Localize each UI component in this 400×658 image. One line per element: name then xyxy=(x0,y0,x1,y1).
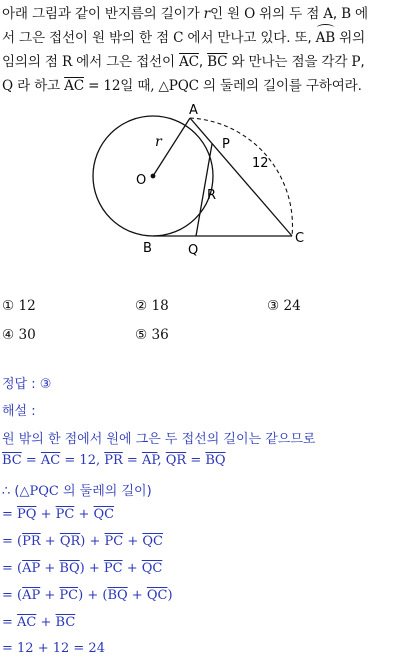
explanation-eq7 xyxy=(2,615,75,630)
segment: $\overline{AP}$ xyxy=(22,588,41,603)
text: = xyxy=(21,453,41,468)
choice-5 xyxy=(135,327,169,343)
segment-AC: $\overline{AC}$ xyxy=(64,78,84,94)
choice-4 xyxy=(2,327,36,343)
segment: $\overline{QC}$ xyxy=(141,561,163,576)
choice-1 xyxy=(2,298,36,314)
segment: $\overline{QC}$ xyxy=(142,534,163,549)
text: + xyxy=(122,561,142,576)
explanation-eq2 xyxy=(2,480,152,499)
label-O: O xyxy=(136,173,147,188)
text: + xyxy=(36,615,56,630)
text: 와 만나는 점을 각각 xyxy=(227,54,352,70)
segment: $\overline{PQ}$ xyxy=(17,507,37,522)
var-r: r xyxy=(203,6,210,22)
label-r: r xyxy=(155,134,162,150)
text: + xyxy=(123,534,143,549)
choice-value: 18 xyxy=(151,298,169,314)
text: + xyxy=(40,534,60,549)
text: = 12일 때, △ xyxy=(83,78,169,94)
explanation-eq4 xyxy=(2,534,163,549)
text: 에서 그은 접선이 xyxy=(72,54,180,70)
explanation-eq5 xyxy=(2,561,162,576)
label-P: P xyxy=(222,137,230,152)
text: + xyxy=(36,507,56,522)
choice-number: ③ xyxy=(267,298,280,314)
text: 아래 그림과 같이 반지름의 길이가 xyxy=(2,6,204,22)
problem-line-1 xyxy=(2,2,398,26)
text: + xyxy=(40,561,60,576)
text: ) + xyxy=(79,561,104,576)
text: 에서 만나고 있다. 또, xyxy=(183,30,316,46)
point-P: P xyxy=(351,54,361,70)
problem-line-2 xyxy=(2,26,398,50)
text: 의 둘레의 길이) xyxy=(58,484,152,499)
segment: $\overline{AC}$ xyxy=(17,615,37,630)
segment: $\overline{AC}$ xyxy=(40,453,61,468)
text: , xyxy=(360,54,365,70)
choice-2 xyxy=(135,298,169,314)
label-B: B xyxy=(143,241,152,256)
point-O: O xyxy=(244,6,256,22)
segment: $\overline{BQ}$ xyxy=(205,453,226,468)
arc-AB: AB xyxy=(316,26,335,50)
text: 위의 xyxy=(335,30,366,46)
triangle-PQC: PQC xyxy=(29,484,59,499)
segment: $\overline{QC}$ xyxy=(146,588,168,603)
text: ) xyxy=(167,588,173,603)
label-length-12: 12 xyxy=(252,156,269,171)
text: + xyxy=(127,588,147,603)
problem-text xyxy=(2,2,398,98)
problem-line-3 xyxy=(2,50,398,74)
text: ) + xyxy=(80,534,105,549)
point-A: A xyxy=(323,6,333,22)
choice-3 xyxy=(267,298,301,314)
answer-label: 정답 : ③ xyxy=(2,377,52,392)
explanation-label: 해설 : xyxy=(2,404,36,419)
segment: $\overline{PC}$ xyxy=(103,561,123,576)
choice-number: ② xyxy=(135,298,148,314)
text: 위의 두 점 xyxy=(255,6,324,22)
text: = ( xyxy=(2,588,23,603)
problem-line-4 xyxy=(2,74,398,98)
explanation-eq1 xyxy=(2,453,226,468)
text: , xyxy=(332,6,342,22)
choice-value: 30 xyxy=(18,327,36,343)
text: = xyxy=(122,453,142,468)
tangent-AC xyxy=(190,118,292,236)
choice-value: 24 xyxy=(283,298,301,314)
segment: $\overline{PC}$ xyxy=(104,534,124,549)
text: = 12, xyxy=(60,453,105,468)
explanation-eq6 xyxy=(2,588,173,603)
text: , xyxy=(198,54,208,70)
choice-number: ① xyxy=(2,298,15,314)
segment: $\overline{PR}$ xyxy=(104,453,123,468)
segment: $\overline{QR}$ xyxy=(59,534,81,549)
explanation-eq8: = 12 + 12 = 24 xyxy=(2,641,105,656)
text: 임의의 점 xyxy=(2,54,62,70)
text: = xyxy=(186,453,206,468)
geometry-figure xyxy=(0,104,400,264)
segment: $\overline{QR}$ xyxy=(165,453,187,468)
label-C: C xyxy=(295,231,305,246)
text: 서 그은 접선이 원 밖의 한 점 xyxy=(2,30,174,46)
segment: $\overline{PC}$ xyxy=(55,507,75,522)
point-C: C xyxy=(173,30,184,46)
choice-number: ④ xyxy=(2,327,15,343)
text: + xyxy=(40,588,60,603)
text: + xyxy=(74,507,94,522)
segment: $\overline{PC}$ xyxy=(59,588,79,603)
text: 라 하고 xyxy=(12,78,65,94)
choice-number: ⑤ xyxy=(135,327,148,343)
segment: $\overline{BQ}$ xyxy=(59,561,80,576)
segment: $\overline{PR}$ xyxy=(22,534,41,549)
center-dot xyxy=(151,174,156,179)
segment: $\overline{QC}$ xyxy=(93,507,115,522)
segment: $\overline{AP}$ xyxy=(22,561,41,576)
text: 인 원 xyxy=(209,6,245,22)
text: , xyxy=(157,453,166,468)
explanation-reason: 원 밖의 한 점에서 원에 그은 두 접선의 길이는 같으므로 xyxy=(2,432,316,447)
segment-AC: $\overline{AC}$ xyxy=(179,54,199,70)
label-R: R xyxy=(207,188,217,203)
text: ∴ (△ xyxy=(2,484,30,499)
segment: $\overline{AP}$ xyxy=(141,453,158,468)
label-A: A xyxy=(189,104,198,118)
figure-svg xyxy=(0,104,400,264)
label-Q: Q xyxy=(188,243,199,258)
point-B: B xyxy=(341,6,351,22)
segment: $\overline{BC}$ xyxy=(55,615,76,630)
triangle-PQC: PQC xyxy=(168,78,199,94)
point-R: R xyxy=(61,54,73,70)
text: = ( xyxy=(2,534,23,549)
segment: $\overline{BC}$ xyxy=(2,453,22,468)
text: 에 xyxy=(350,6,368,22)
segment-BC: $\overline{BC}$ xyxy=(207,54,228,70)
text: = xyxy=(2,615,18,630)
point-Q: Q xyxy=(2,78,13,94)
choice-value: 36 xyxy=(151,327,169,343)
choice-value: 12 xyxy=(18,298,36,314)
text: 의 둘레의 길이를 구하여라. xyxy=(198,78,362,94)
explanation-eq3 xyxy=(2,507,114,522)
text: = xyxy=(2,507,18,522)
text: = ( xyxy=(2,561,23,576)
segment: $\overline{BQ}$ xyxy=(107,588,128,603)
text: ) + ( xyxy=(78,588,108,603)
